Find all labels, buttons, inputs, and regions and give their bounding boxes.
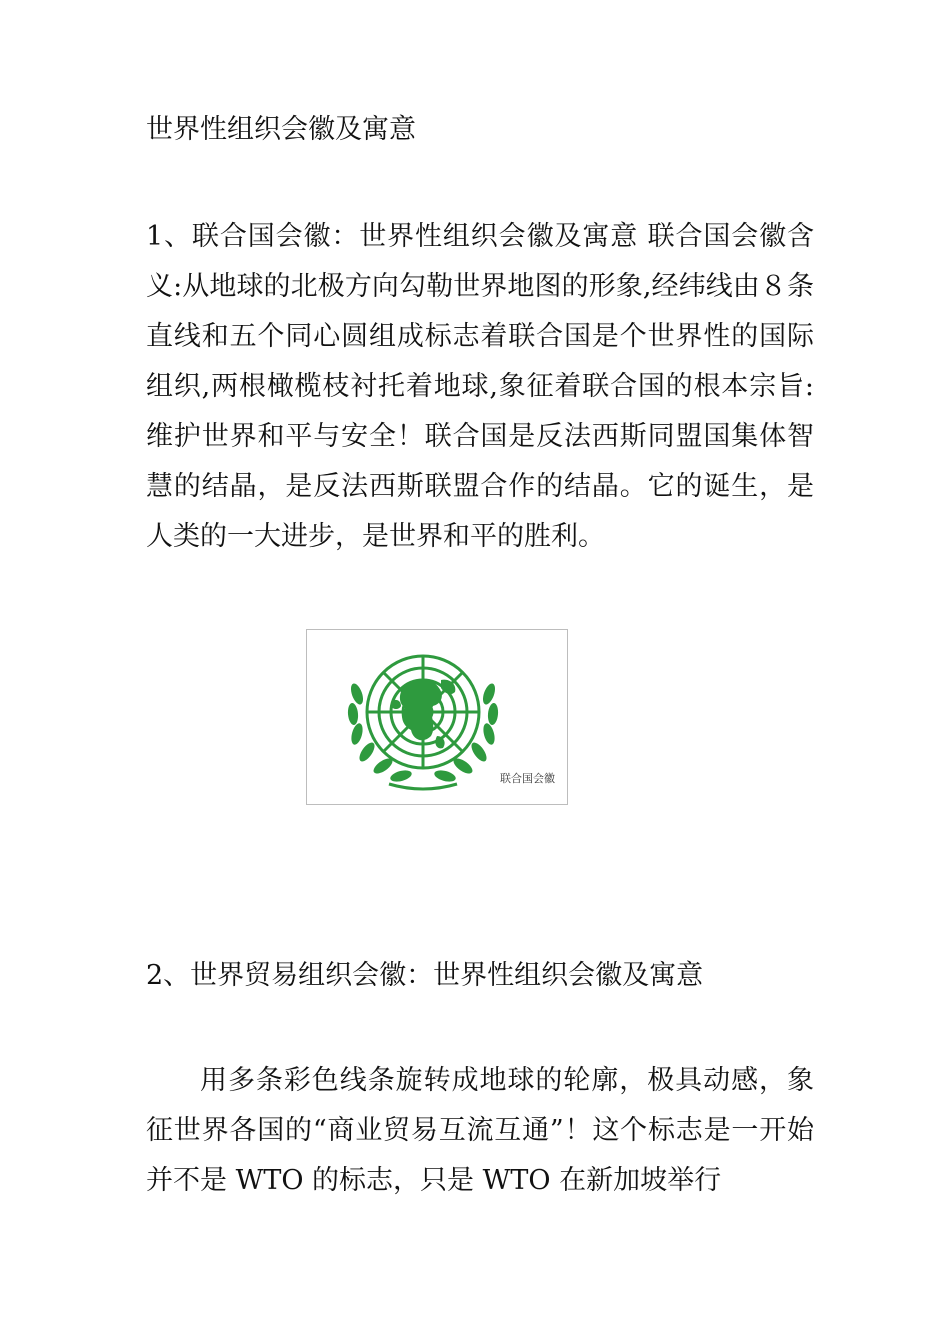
un-emblem-figure [306, 629, 568, 805]
section-2-paragraph: 用多条彩色线条旋转成地球的轮廓，极具动感，象征世界各国的“商业贸易互流互通”！这个标志是一开始并不是 WTO 的标志，只是 WTO 在新加坡举行 [146, 1065, 814, 1196]
figure-caption: 联合国会徽 [500, 772, 555, 785]
section-2-heading: 2、世界贸易组织会徽：世界性组织会徽及寓意 [146, 960, 704, 991]
section-1-paragraph: 1、联合国会徽：世界性组织会徽及寓意 联合国会徽含义:从地球的北极方向勾勒世界地图的形象,经纬线由８条直线和五个同心圆组成标志着联合国是个世界性的国际组织,两根橄榄枝衬托着地球,象征着联合国的根本宗旨:维护世界和平与安全！联合国是反法西斯同盟国集体智慧的结晶，是反法西斯联盟合作的结晶。它的诞生，是人类的一大进步，是世界和平的胜利。 [146, 221, 814, 552]
document-title: 世界性组织会徽及寓意 [146, 114, 416, 145]
un-emblem-icon [333, 644, 513, 804]
